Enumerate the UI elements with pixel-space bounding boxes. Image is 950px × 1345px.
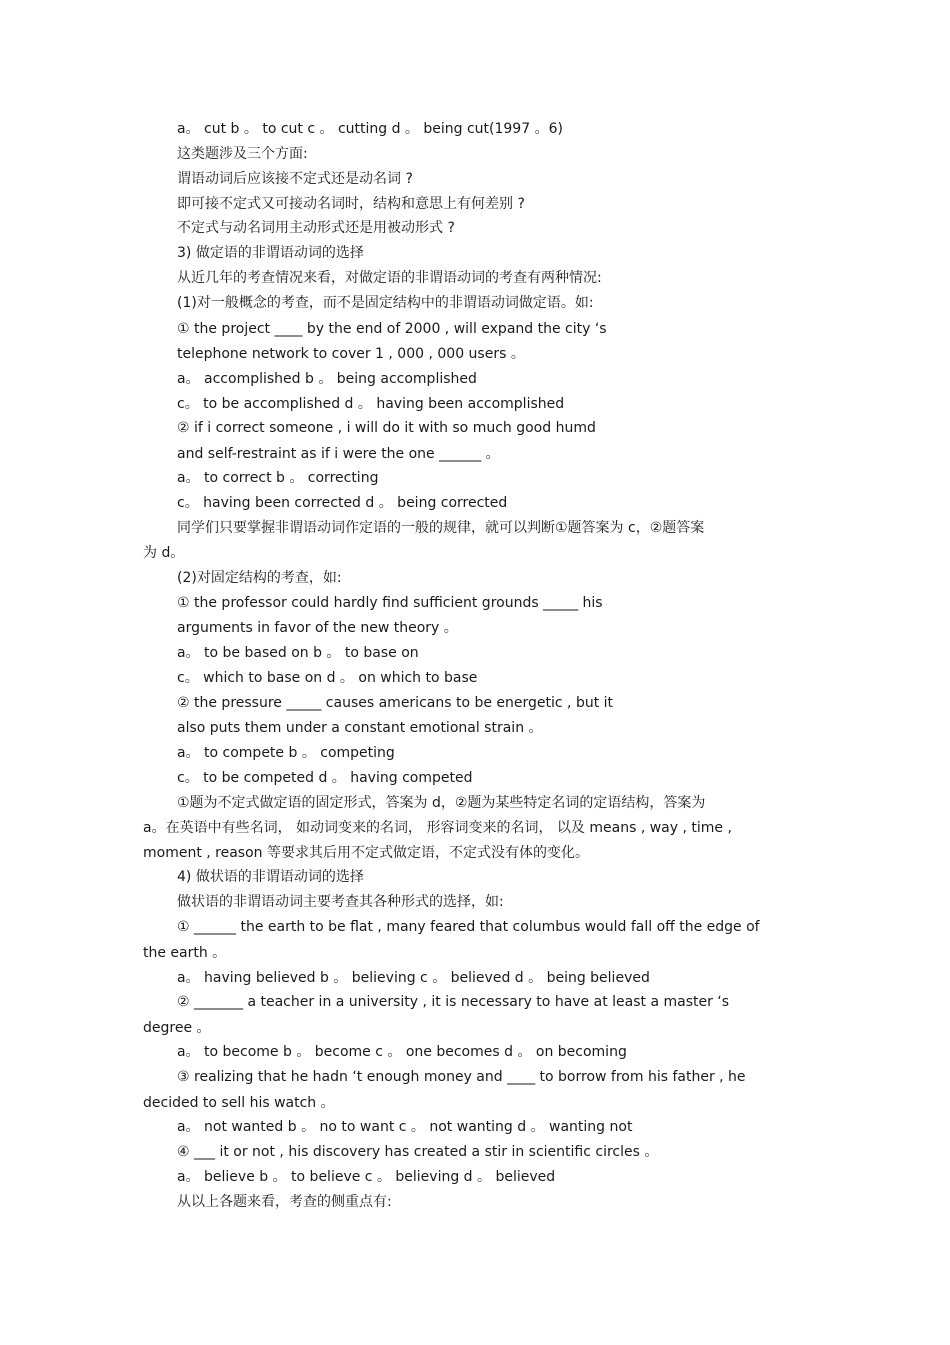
text-line: c。 to be competed d 。 having competed bbox=[177, 770, 473, 786]
text-line: a。 to correct b 。 correcting bbox=[177, 470, 379, 486]
text-line: and self-restraint as if i were the one ______ 。 bbox=[177, 446, 500, 462]
text-line: ①题为不定式做定语的固定形式，答案为 d，②题为某些特定名词的定语结构，答案为 bbox=[177, 795, 706, 811]
text-line: a。 accomplished b 。 being accomplished bbox=[177, 371, 477, 387]
text-line: 从以上各题来看，考查的侧重点有: bbox=[177, 1194, 392, 1210]
text-line: 同学们只要掌握非谓语动词作定语的一般的规律，就可以判断①题答案为 c，②题答案 bbox=[177, 520, 705, 536]
text-line: 3) 做定语的非谓语动词的选择 bbox=[177, 245, 364, 261]
text-line: ① the professor could hardly find sufficient grounds _____ his bbox=[177, 595, 603, 611]
text-line: 即可接不定式又可接动名词时，结构和意思上有何差别 ? bbox=[177, 196, 525, 212]
text-line: ① ______ the earth to be flat , many feared that columbus would fall off the edge of bbox=[177, 919, 760, 935]
text-line: 4) 做状语的非谓语动词的选择 bbox=[177, 869, 364, 885]
text-line: the earth 。 bbox=[143, 945, 227, 961]
text-line: 不定式与动名词用主动形式还是用被动形式 ? bbox=[177, 220, 455, 236]
text-line: a。 having believed b 。 believing c 。 believed d 。 being believed bbox=[177, 970, 650, 986]
text-line: telephone network to cover 1 , 000 , 000 users 。 bbox=[177, 346, 525, 362]
text-line: moment , reason 等要求其后用不定式做定语，不定式没有体的变化。 bbox=[143, 845, 589, 861]
text-line: ④ ___ it or not , his discovery has created a stir in scientific circles 。 bbox=[177, 1144, 659, 1160]
text-line: a。 not wanted b 。 no to want c 。 not wanting d 。 wanting not bbox=[177, 1119, 633, 1135]
text-line: decided to sell his watch 。 bbox=[143, 1095, 335, 1111]
text-line: c。 which to base on d 。 on which to base bbox=[177, 670, 478, 686]
text-line: a。在英语中有些名词， 如动词变来的名词， 形容词变来的名词， 以及 means , way , time , bbox=[143, 820, 732, 836]
text-line: c。 having been corrected d 。 being corrected bbox=[177, 495, 508, 511]
text-line: a。 believe b 。 to believe c 。 believing d 。 believed bbox=[177, 1169, 556, 1185]
text-line: a。 to become b 。 become c 。 one becomes d 。 on becoming bbox=[177, 1044, 627, 1060]
text-line: arguments in favor of the new theory 。 bbox=[177, 620, 458, 636]
text-line: 为 d。 bbox=[143, 545, 185, 561]
text-line: 这类题涉及三个方面: bbox=[177, 146, 308, 162]
text-line: a。 to be based on b 。 to base on bbox=[177, 645, 419, 661]
text-line: a。 cut b 。 to cut c 。 cutting d 。 being cut(1997 。6) bbox=[177, 121, 563, 137]
text-line: c。 to be accomplished d 。 having been accomplished bbox=[177, 396, 565, 412]
text-line: (2)对固定结构的考查，如: bbox=[177, 570, 342, 586]
text-line: 从近几年的考查情况来看，对做定语的非谓语动词的考查有两种情况: bbox=[177, 270, 602, 286]
text-line: also puts them under a constant emotional strain 。 bbox=[177, 720, 543, 736]
text-line: 做状语的非谓语动词主要考查其各种形式的选择，如: bbox=[177, 894, 504, 910]
text-line: ② the pressure _____ causes americans to be energetic , but it bbox=[177, 695, 614, 711]
text-line: ② _______ a teacher in a university , it is necessary to have at least a master ‘s bbox=[177, 994, 730, 1010]
text-line: ③ realizing that he hadn ‘t enough money and ____ to borrow from his father , he bbox=[177, 1069, 746, 1085]
text-line: ① the project ____ by the end of 2000 , will expand the city ‘s bbox=[177, 321, 607, 337]
text-line: (1)对一般概念的考查，而不是固定结构中的非谓语动词做定语。如: bbox=[177, 295, 594, 311]
text-line: ② if i correct someone , i will do it with so much good humd bbox=[177, 420, 596, 436]
text-line: a。 to compete b 。 competing bbox=[177, 745, 395, 761]
text-line: degree 。 bbox=[143, 1020, 211, 1036]
text-line: 谓语动词后应该接不定式还是动名词 ? bbox=[177, 171, 413, 187]
